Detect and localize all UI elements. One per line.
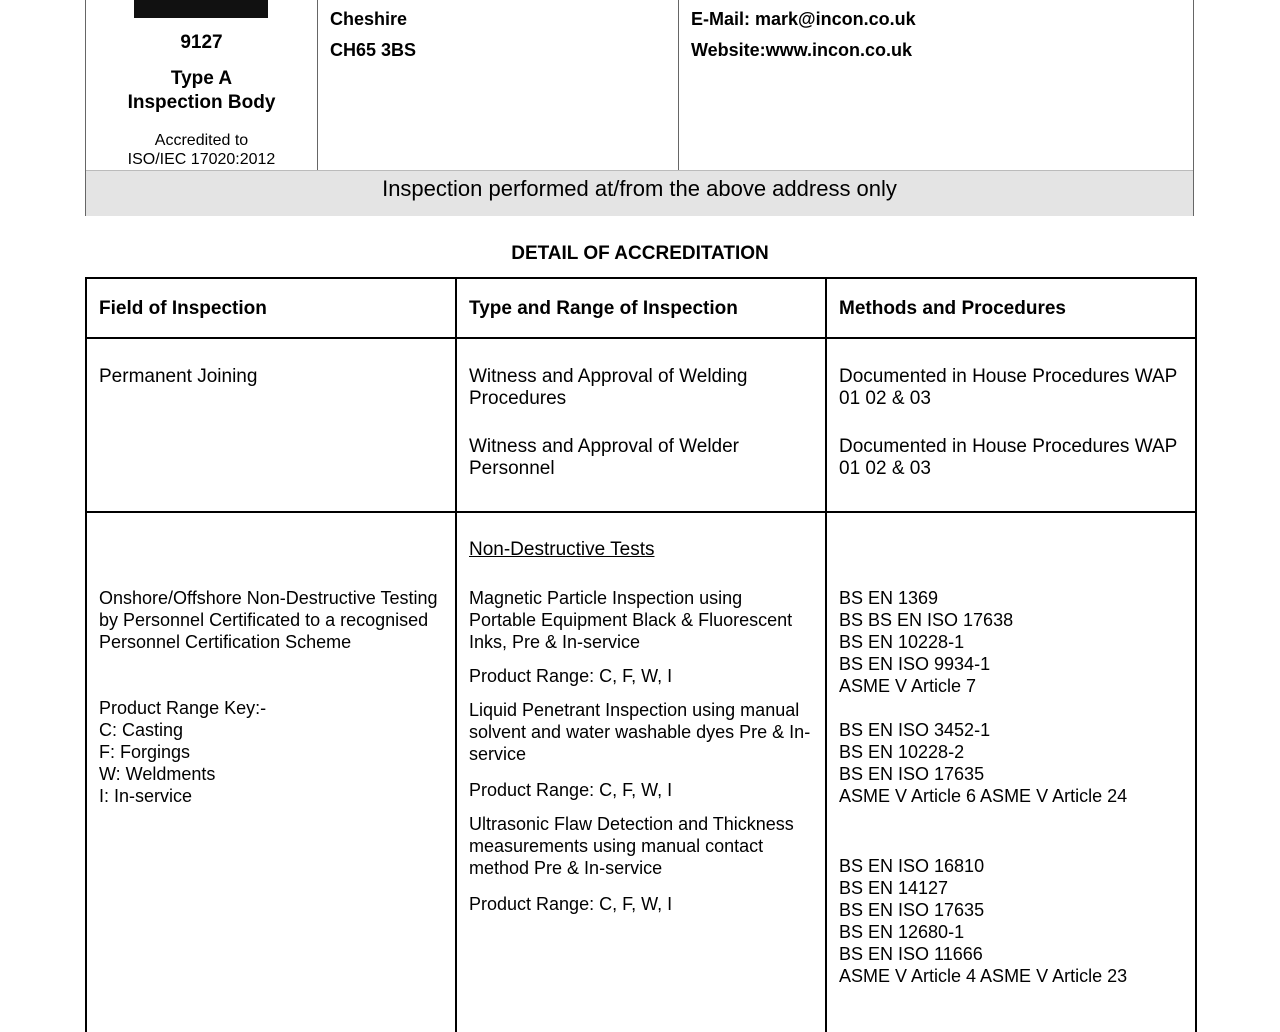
field-cell	[86, 338, 456, 512]
method-line: BS BS EN ISO 17638	[839, 610, 1014, 630]
type-text: Liquid Penetrant Inspection using manual solvent and water washable dyes Pre & In-service	[469, 700, 811, 764]
method-line: BS EN 10228-2	[839, 742, 965, 762]
address-line: CH65 3BS	[330, 40, 417, 60]
type-cell	[456, 338, 826, 512]
methods-cell	[826, 512, 1196, 1032]
type-line-2: Inspection Body	[127, 92, 276, 113]
type-line-1: Type A	[170, 68, 233, 89]
accreditation-number: 9127	[180, 32, 223, 53]
accredited-standard	[86, 131, 317, 169]
product-range-key-item: I: In-service	[99, 786, 193, 806]
method-line: BS EN 1369	[839, 588, 939, 608]
address-line: Cheshire	[330, 9, 408, 29]
accreditation-table	[85, 277, 1197, 1032]
field-text: Permanent Joining	[99, 366, 258, 387]
ndt-subheading: Non-Destructive Tests	[469, 539, 655, 560]
method-line: BS EN 12680-1	[839, 922, 965, 942]
table-row	[86, 512, 1196, 1032]
column-header: Type and Range of Inspection	[456, 278, 826, 338]
address-banner: Inspection performed at/from the above address only	[86, 170, 1193, 216]
header-address-column	[318, 0, 679, 170]
method-line: ASME V Article 6 ASME V Article 24	[839, 786, 1128, 806]
method-line: BS EN ISO 9934-1	[839, 654, 991, 674]
method-line: BS EN ISO 17635	[839, 764, 985, 784]
type-cell	[456, 512, 826, 1032]
field-cell	[86, 512, 456, 1032]
type-text: Witness and Approval of Welder Personnel	[469, 436, 740, 479]
product-range-key-title: Product Range Key:-	[99, 698, 267, 718]
section-title: DETAIL OF ACCREDITATION	[511, 243, 769, 264]
header-box	[85, 0, 1194, 216]
contact-email: E-Mail: mark@incon.co.uk	[691, 9, 916, 29]
method-text: Documented in House Procedures WAP 01 02 & 03	[839, 366, 1177, 409]
method-line: BS EN ISO 16810	[839, 856, 985, 876]
method-line: BS EN ISO 3452-1	[839, 720, 991, 740]
ukas-logo	[134, 0, 268, 18]
accredited-line-2: ISO/IEC 17020:2012	[127, 151, 276, 168]
product-range-key-item: C: Casting	[99, 720, 184, 740]
method-line: ASME V Article 7	[839, 676, 977, 696]
product-range-text: Product Range: C, F, W, I	[469, 780, 673, 800]
method-text: Documented in House Procedures WAP 01 02 & 03	[839, 436, 1177, 479]
method-line: BS EN ISO 11666	[839, 944, 983, 964]
type-text: Ultrasonic Flaw Detection and Thickness measurements using manual contact method Pre & In-service	[469, 814, 794, 878]
product-range-key-item: W: Weldments	[99, 764, 216, 784]
header-contact-column	[679, 0, 1193, 170]
accredited-line-1: Accredited to	[154, 132, 249, 149]
table-row	[86, 338, 1196, 512]
column-header: Methods and Procedures	[826, 278, 1196, 338]
type-text: Magnetic Particle Inspection using Portable Equipment Black & Fluorescent Inks, Pre & In-service	[469, 588, 793, 652]
methods-cell	[826, 338, 1196, 512]
field-text: Onshore/Offshore Non-Destructive Testing by Personnel Certificated to a recognised Personnel Certification Scheme	[99, 588, 438, 652]
type-text: Witness and Approval of Welding Procedures	[469, 366, 748, 409]
product-range-key-item: F: Forgings	[99, 742, 191, 762]
inspection-type	[86, 67, 317, 115]
product-range-text: Product Range: C, F, W, I	[469, 894, 673, 914]
header-accreditation-column	[86, 0, 318, 170]
method-line: BS EN ISO 17635	[839, 900, 985, 920]
table-header-row	[86, 278, 1196, 338]
method-line: BS EN 14127	[839, 878, 949, 898]
contact-website: Website:www.incon.co.uk	[691, 40, 913, 60]
product-range-text: Product Range: C, F, W, I	[469, 666, 673, 686]
method-line: BS EN 10228-1	[839, 632, 965, 652]
method-line: ASME V Article 4 ASME V Article 23	[839, 966, 1128, 986]
column-header: Field of Inspection	[86, 278, 456, 338]
